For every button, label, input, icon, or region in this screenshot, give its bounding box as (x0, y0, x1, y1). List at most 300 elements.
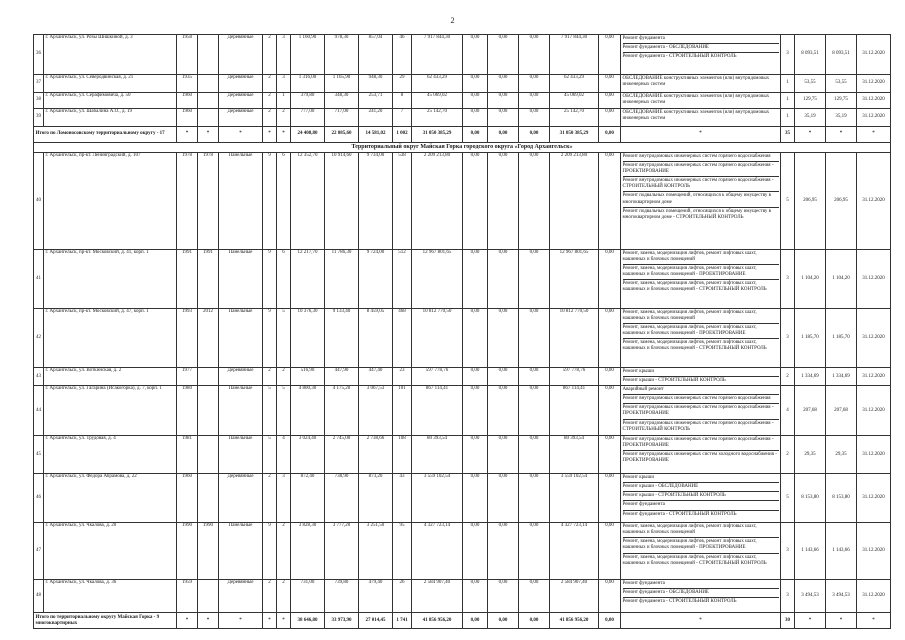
total-row (34, 613, 891, 629)
work-count: 4 (781, 386, 795, 436)
work-type-item: Ремонт подвальных помещений, относящихся к общему имуществу в многоквартирном доме - СТРОИТЕЛЬНЫЙ КОНТРОЛЬ (622, 208, 771, 220)
year-commissioned: 1991 (198, 250, 219, 309)
year-commissioned: 2012 (198, 309, 219, 368)
total-value: 1 002 (393, 127, 412, 143)
total-area: 1 316,00 (291, 75, 325, 93)
work-type-item: ОБСЛЕДОВАНИЕ конструктивных элементов (или) внутридомовых инженерных систем (622, 76, 770, 88)
work-type-item: Ремонт, замена, модернизация лифтов, ремонт лифтовых шахт, машинных и блочных помещений - ПРОЕКТИРОВАНИЕ (623, 538, 779, 553)
wall-material: Деревянные (219, 474, 263, 523)
fund-regional: 0,00 (488, 153, 519, 250)
other-funds: 0,00 (599, 368, 621, 386)
entrances: 3 (277, 474, 291, 523)
work-type-item: Ремонт внутридомовых инженерных систем горячего водоснабжения (623, 153, 779, 162)
living-area: 11 786,30 (325, 250, 359, 309)
total-value: * (857, 127, 891, 143)
living-area: 348,30 (325, 93, 359, 109)
fund-regional: 0,00 (488, 523, 519, 580)
completion-date: 31.12.2020 (857, 250, 891, 309)
living-area: 2 745,00 (325, 436, 359, 474)
work-type-item: Ремонт, замена, модернизация лифтов, ремонт лифтовых шахт, машинных и блочных помещений - СТРОИТЕЛЬНЫЙ КОНТРОЛЬ (622, 281, 767, 293)
entrances: 2 (277, 523, 291, 580)
fund-federal: 0,00 (463, 109, 488, 127)
year-built: 1991 (177, 250, 198, 309)
fund-federal: 0,00 (463, 309, 488, 368)
work-type-item: Ремонт фундамента - ОБСЛЕДОВАНИЕ (623, 44, 779, 53)
owners-funds: 3 559 102,54 (550, 474, 599, 523)
total-value: * (263, 127, 277, 143)
fund-municipal: 0,00 (519, 386, 550, 436)
fund-regional: 0,00 (488, 580, 519, 613)
residential-area: 447,40 (359, 368, 393, 386)
work-type-item: Ремонт, замена, модернизация лифтов, ремонт лифтовых шахт, машинных и блочных помещений (623, 309, 779, 324)
entrances: 5 (277, 386, 291, 436)
completion-date: 31.12.2020 (857, 580, 891, 613)
work-types (621, 523, 781, 580)
owners-funds: 7 917 844,30 (550, 35, 599, 75)
unit-cost: 1 334,69 (795, 368, 826, 386)
floors: 2 (263, 35, 277, 75)
work-type-item: Ремонт внутридомовых инженерных систем горячего водоснабжения - СТРОИТЕЛЬНЫЙ КОНТРОЛЬ (622, 420, 774, 432)
total-cost: 2 584 907,40 (412, 580, 463, 613)
work-count: 3 (781, 35, 795, 75)
residential-area: 253,71 (359, 93, 393, 109)
residents: 538 (393, 153, 412, 250)
work-count: 1 (781, 75, 795, 93)
work-type-item: Аварийный ремонт (623, 386, 779, 395)
total-area: 10 376,30 (291, 309, 325, 368)
total-value: * (857, 613, 891, 629)
total-cost: 62 433,29 (412, 75, 463, 93)
work-count: 3 (781, 309, 795, 368)
year-built: 1960 (177, 93, 198, 109)
fund-municipal: 0,00 (519, 436, 550, 474)
fund-federal: 0,00 (463, 35, 488, 75)
year-built: 1960 (177, 109, 198, 127)
total-value: 0,00 (463, 613, 488, 629)
year-built: 1959 (177, 580, 198, 613)
residential-area: 873,20 (359, 474, 393, 523)
address: г. Архангельск, ул. Розы Шишкиной, д. 3 (44, 35, 177, 75)
max-unit-cost: 35,19 (826, 109, 857, 127)
max-unit-cost: 1 143,66 (826, 523, 857, 580)
living-area: 447,90 (325, 368, 359, 386)
total-area: 379,80 (291, 93, 325, 109)
fund-municipal: 0,00 (519, 35, 550, 75)
fund-regional: 0,00 (488, 250, 519, 309)
floors: 2 (263, 474, 277, 523)
row-number: 43 (34, 368, 44, 386)
work-type-item: Ремонт фундамента - СТРОИТЕЛЬНЫЙ КОНТРОЛЬ (622, 511, 737, 517)
table-row (34, 474, 891, 523)
fund-regional: 0,00 (488, 75, 519, 93)
residential-area: 241,20 (359, 109, 393, 127)
total-value: * (621, 127, 781, 143)
wall-material: Панельные (219, 386, 263, 436)
floors: 9 (263, 523, 277, 580)
total-value: 33 973,90 (325, 613, 359, 629)
work-type-item: ОБСЛЕДОВАНИЕ конструктивных элементов (или) внутридомовых инженерных систем (622, 94, 770, 106)
total-value: * (177, 127, 198, 143)
table-row (34, 109, 891, 127)
work-types (621, 35, 781, 75)
total-area: 3 828,30 (291, 523, 325, 580)
fund-municipal: 0,00 (519, 580, 550, 613)
row-number: 46 (34, 474, 44, 523)
living-area: 739,80 (325, 580, 359, 613)
year-commissioned (198, 436, 219, 474)
other-funds: 0,00 (599, 153, 621, 250)
max-unit-cost: 129,75 (826, 93, 857, 109)
fund-regional: 0,00 (488, 309, 519, 368)
total-value: 0,00 (599, 613, 621, 629)
total-value: 0,00 (463, 127, 488, 143)
total-value: * (219, 613, 263, 629)
address: г. Архангельск, ул. Серафимовича, д. 50 (44, 93, 177, 109)
floors: 2 (263, 109, 277, 127)
year-commissioned (198, 35, 219, 75)
table-row (34, 309, 891, 368)
fund-federal: 0,00 (463, 436, 488, 474)
work-types (621, 75, 781, 93)
owners-funds: 25 142,70 (550, 109, 599, 127)
year-commissioned (198, 75, 219, 93)
completion-date: 31.12.2020 (857, 474, 891, 523)
year-commissioned (198, 109, 219, 127)
total-value: * (198, 127, 219, 143)
work-type-item: Ремонт фундамента - СТРОИТЕЛЬНЫЙ КОНТРОЛЬ (622, 54, 737, 60)
section-header-row (34, 143, 891, 153)
work-types (621, 580, 781, 613)
row-number: 48 (34, 580, 44, 613)
row-number: 36 (34, 35, 44, 75)
work-count: 2 (781, 436, 795, 474)
work-type-item: Ремонт фундамента (623, 501, 779, 510)
year-built: 1993 (177, 309, 198, 368)
total-value: 41 856 956,20 (412, 613, 463, 629)
row-number: 42 (34, 309, 44, 368)
work-types (621, 93, 781, 109)
total-value: 31 050 385,29 (550, 127, 599, 143)
total-cost: 80 393,54 (412, 436, 463, 474)
work-types (621, 386, 781, 436)
work-type-item: Ремонт, замена, модернизация лифтов, ремонт лифтовых шахт, машинных и блочных помещений - СТРОИТЕЛЬНЫЙ КОНТРОЛЬ (622, 554, 767, 566)
residents: 468 (393, 309, 412, 368)
residents: 101 (393, 386, 412, 436)
wall-material: Деревянные (219, 109, 263, 127)
fund-federal: 0,00 (463, 93, 488, 109)
unit-cost: 35,19 (795, 109, 826, 127)
year-built: 1977 (177, 368, 198, 386)
unit-cost: 129,75 (795, 93, 826, 109)
year-built: 1980 (177, 386, 198, 436)
entrances: 6 (277, 250, 291, 309)
floors: 9 (263, 153, 277, 250)
total-value: 24 408,80 (291, 127, 325, 143)
fund-regional: 0,00 (488, 474, 519, 523)
work-types (621, 153, 781, 250)
work-type-item: Ремонт внутридомовых инженерных систем горячего водоснабжения (623, 395, 779, 404)
work-type-item: Ремонт подвальных помещений, относящихся к общему имуществу в многоквартирном доме (623, 192, 779, 207)
completion-date: 31.12.2020 (857, 523, 891, 580)
wall-material: Деревянные (219, 35, 263, 75)
work-count: 3 (781, 523, 795, 580)
residents: 512 (393, 250, 412, 309)
residential-area: 9 734,00 (359, 153, 393, 250)
floors: 2 (263, 580, 277, 613)
work-type-item: Ремонт внутридомовых инженерных систем горячего водоснабжения - СТРОИТЕЛЬНЫЙ КОНТРОЛЬ (623, 177, 779, 192)
other-funds: 0,00 (599, 386, 621, 436)
fund-federal: 0,00 (463, 153, 488, 250)
living-area: 4 175,20 (325, 386, 359, 436)
other-funds: 0,00 (599, 250, 621, 309)
other-funds: 0,00 (599, 35, 621, 75)
work-count: 3 (781, 580, 795, 613)
wall-material: Панельные (219, 250, 263, 309)
floors: 2 (263, 368, 277, 386)
work-type-item: Ремонт, замена, модернизация лифтов, ремонт лифтовых шахт, машинных и блочных помещений - СТРОИТЕЛЬНЫЙ КОНТРОЛЬ (622, 340, 767, 352)
residential-area: 2 738,66 (359, 436, 393, 474)
row-number: 44 (34, 386, 44, 436)
fund-federal: 0,00 (463, 250, 488, 309)
total-value: * (826, 127, 857, 143)
residents: 26 (393, 580, 412, 613)
work-type-item: Ремонт крыши - ОБСЛЕДОВАНИЕ (623, 483, 779, 492)
table-row (34, 35, 891, 75)
entrances: 2 (277, 580, 291, 613)
total-area: 12 352,70 (291, 153, 325, 250)
fund-municipal: 0,00 (519, 474, 550, 523)
year-built: 1981 (177, 436, 198, 474)
fund-municipal: 0,00 (519, 309, 550, 368)
residents: 7 (393, 109, 412, 127)
residents: 23 (393, 368, 412, 386)
work-types (621, 368, 781, 386)
completion-date: 31.12.2020 (857, 386, 891, 436)
fund-federal: 0,00 (463, 523, 488, 580)
year-commissioned (198, 386, 219, 436)
work-types (621, 109, 781, 127)
total-cost: 25 142,70 (412, 109, 463, 127)
residential-area: 9 724,00 (359, 250, 393, 309)
fund-municipal: 0,00 (519, 75, 550, 93)
fund-federal: 0,00 (463, 474, 488, 523)
row-number: 38 (34, 93, 44, 109)
owners-funds: 4 327 723,14 (550, 523, 599, 580)
unit-cost: 1 185,70 (795, 309, 826, 368)
fund-federal: 0,00 (463, 580, 488, 613)
owners-funds: 867 114,41 (550, 386, 599, 436)
floors: 9 (263, 309, 277, 368)
total-value: * (795, 127, 826, 143)
work-count: 1 (781, 93, 795, 109)
fund-federal: 0,00 (463, 75, 488, 93)
fund-municipal: 0,00 (519, 109, 550, 127)
max-unit-cost: 3 494,53 (826, 580, 857, 613)
fund-municipal: 0,00 (519, 250, 550, 309)
residents: 108 (393, 436, 412, 474)
address: г. Архангельск, ул. Федора Абрамова, д. 22 (44, 474, 177, 523)
total-value: 1 741 (393, 613, 412, 629)
year-commissioned (198, 93, 219, 109)
work-count: 2 (781, 368, 795, 386)
max-unit-cost: 206,95 (826, 153, 857, 250)
total-value: 31 050 385,29 (412, 127, 463, 143)
table-row (34, 368, 891, 386)
other-funds: 0,00 (599, 75, 621, 93)
completion-date: 31.12.2020 (857, 35, 891, 75)
row-number: 39 (34, 109, 44, 127)
total-cost: 12 967 801,65 (412, 250, 463, 309)
unit-cost: 206,95 (795, 153, 826, 250)
total-area: 731,00 (291, 580, 325, 613)
wall-material: Панельные (219, 309, 263, 368)
unit-cost: 8 153,80 (795, 474, 826, 523)
work-type-item: Ремонт фундамента (623, 35, 779, 44)
table-row (34, 93, 891, 109)
entrances: 2 (277, 109, 291, 127)
max-unit-cost: 207,68 (826, 386, 857, 436)
fund-federal: 0,00 (463, 368, 488, 386)
total-label: Итого по Ломоносовскому территориальному округу - 17 (34, 127, 177, 143)
row-number: 40 (34, 153, 44, 250)
max-unit-cost: 1 104,20 (826, 250, 857, 309)
total-value: * (177, 613, 198, 629)
address: г. Архангельск, ул. Северодвинская, д. 21 (44, 75, 177, 93)
entrances: 6 (277, 153, 291, 250)
other-funds: 0,00 (599, 523, 621, 580)
year-built: 1960 (177, 474, 198, 523)
work-type-item: Ремонт внутридомовых инженерных систем горячего водоснабжения - ПРОЕКТИРОВАНИЕ (623, 436, 779, 451)
wall-material: Деревянные (219, 93, 263, 109)
address: г. Архангельск, ул. Шабалина А.О., д. 19 (44, 109, 177, 127)
work-count: 3 (781, 250, 795, 309)
wall-material: Деревянные (219, 75, 263, 93)
total-area: 12 217,70 (291, 250, 325, 309)
work-type-item: Ремонт крыши (623, 474, 779, 483)
wall-material: Панельные (219, 153, 263, 250)
max-unit-cost: 53,55 (826, 75, 857, 93)
work-count: 5 (781, 153, 795, 250)
residential-area: 8 459,05 (359, 309, 393, 368)
page-number: 2 (450, 16, 455, 25)
fund-municipal: 0,00 (519, 153, 550, 250)
year-commissioned: 1990 (198, 523, 219, 580)
owners-funds: 10 812 770,50 (550, 309, 599, 368)
total-cost: 867 114,41 (412, 386, 463, 436)
owners-funds: 2 584 907,40 (550, 580, 599, 613)
work-count: 1 (781, 109, 795, 127)
total-area: 777,00 (291, 109, 325, 127)
wall-material: Панельные (219, 436, 263, 474)
work-count: 5 (781, 474, 795, 523)
unit-cost: 53,55 (795, 75, 826, 93)
completion-date: 31.12.2020 (857, 153, 891, 250)
entrances: 2 (277, 368, 291, 386)
total-cost: 597 778,76 (412, 368, 463, 386)
work-type-item: Ремонт фундамента - СТРОИТЕЛЬНЫЙ КОНТРОЛЬ (622, 599, 737, 605)
total-value: 30 (781, 613, 795, 629)
total-value: * (219, 127, 263, 143)
section-title: Территориальный округ Майская Горка городского округа «Город Архангельск» (34, 143, 891, 153)
row-number: 47 (34, 523, 44, 580)
total-value: 0,00 (488, 127, 519, 143)
living-area: 978,30 (325, 35, 359, 75)
living-area: 10 914,60 (325, 153, 359, 250)
total-label: Итого по территориальному округу Майская Горка - 9 многоквартирных (34, 613, 177, 629)
address: г. Архангельск, пр-кт. Московский, д. 47, корп. 1 (44, 309, 177, 368)
residential-area: 3 067,53 (359, 386, 393, 436)
work-type-item: Ремонт крыши - СТРОИТЕЛЬНЫЙ КОНТРОЛЬ (622, 378, 726, 384)
total-value: * (795, 613, 826, 629)
fund-regional: 0,00 (488, 35, 519, 75)
total-value: 0,00 (519, 127, 550, 143)
max-unit-cost: 1 334,69 (826, 368, 857, 386)
other-funds: 0,00 (599, 580, 621, 613)
address: г. Архангельск, ул. Воткинская, д. 2 (44, 368, 177, 386)
total-value: * (263, 613, 277, 629)
total-cost: 2 209 213,80 (412, 153, 463, 250)
fund-municipal: 0,00 (519, 368, 550, 386)
total-cost: 10 812 770,50 (412, 309, 463, 368)
fund-federal: 0,00 (463, 386, 488, 436)
work-type-item: Ремонт внутридомовых инженерных систем горячего водоснабжения - ПРОЕКТИРОВАНИЕ (623, 404, 779, 419)
fund-regional: 0,00 (488, 436, 519, 474)
completion-date: 31.12.2020 (857, 436, 891, 474)
total-value: 27 014,45 (359, 613, 393, 629)
unit-cost: 8 093,51 (795, 35, 826, 75)
entrances: 3 (277, 75, 291, 93)
residential-area: 3 251,50 (359, 523, 393, 580)
year-built: 1990 (177, 523, 198, 580)
work-type-item: Ремонт внутридомовых инженерных систем горячего водоснабжения - ПРОЕКТИРОВАНИЕ (623, 162, 779, 177)
max-unit-cost: 1 185,70 (826, 309, 857, 368)
wall-material: Деревянные (219, 580, 263, 613)
table-row (34, 75, 891, 93)
residential-area: 948,30 (359, 75, 393, 93)
total-value: 14 581,02 (359, 127, 393, 143)
fund-municipal: 0,00 (519, 93, 550, 109)
address: г. Архангельск, ул. Трудовая, д. 4 (44, 436, 177, 474)
table-row (34, 386, 891, 436)
work-type-item: Ремонт фундамента (623, 580, 779, 589)
fund-regional: 0,00 (488, 368, 519, 386)
floors: 9 (263, 250, 277, 309)
work-types (621, 309, 781, 368)
living-area: 1 165,90 (325, 75, 359, 93)
total-value: 0,00 (488, 613, 519, 629)
fund-regional: 0,00 (488, 386, 519, 436)
entrances: 1 (277, 93, 291, 109)
other-funds: 0,00 (599, 93, 621, 109)
max-unit-cost: 29,35 (826, 436, 857, 474)
entrances: 5 (277, 309, 291, 368)
fund-regional: 0,00 (488, 93, 519, 109)
completion-date: 31.12.2020 (857, 109, 891, 127)
address: г. Архангельск, ул. Чкалова, д. 20 (44, 523, 177, 580)
owners-funds: 2 209 213,80 (550, 153, 599, 250)
table-row (34, 250, 891, 309)
total-value: * (198, 613, 219, 629)
living-area: 738,90 (325, 474, 359, 523)
work-type-item: Ремонт фундамента - ОБСЛЕДОВАНИЕ (623, 589, 779, 598)
residential-area: 479,40 (359, 580, 393, 613)
table-row (34, 153, 891, 250)
owners-funds: 80 393,54 (550, 436, 599, 474)
total-value: 0,00 (599, 127, 621, 143)
total-value: * (621, 613, 781, 629)
year-commissioned (198, 580, 219, 613)
entrances: 3 (277, 35, 291, 75)
